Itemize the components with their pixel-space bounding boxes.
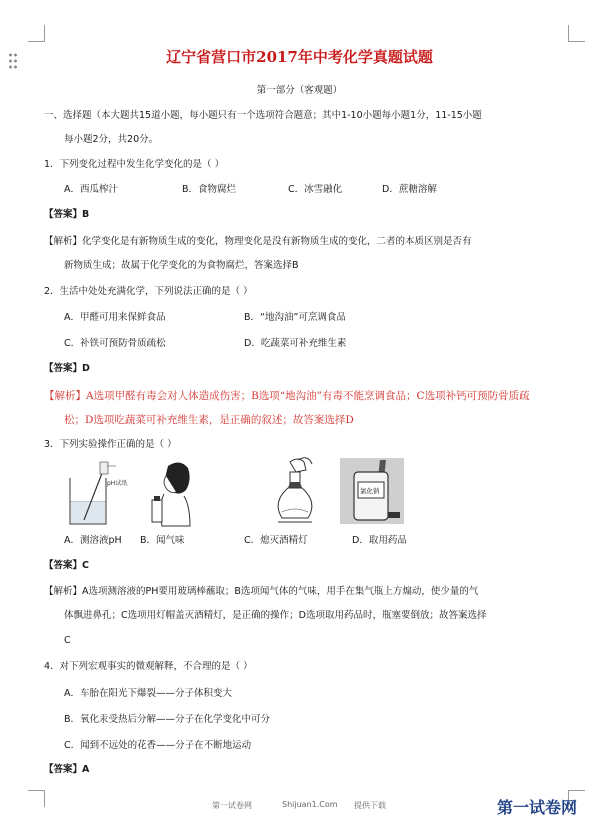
section1-intro-line1: 一、选择题（本大题共15道小题，每小题只有一个选项符合题意；其中1-10小题每小题1分，11-15小题 [44, 110, 482, 121]
q4-option-c: C．闻到不远处的花香——分子在不断地运动 [64, 740, 252, 751]
figure-d-take-reagent [340, 458, 404, 524]
q1-option-a: A．西瓜榨汁 [64, 184, 118, 195]
q2-option-d: D．吃蔬菜可补充维生素 [244, 338, 347, 349]
q4-option-b: B．氧化汞受热后分解——分子在化学变化中可分 [64, 714, 271, 725]
footer-url: Shijuan1.Com [282, 800, 338, 809]
q2-analysis-line1: 【解析】A选项甲醛有毒会对人体造成伤害；B选项“地沟油”有毒不能烹调食品；C选项补钙可预防骨质疏 [44, 390, 530, 402]
q2-option-b: B．“地沟油”可烹调食品 [244, 312, 346, 323]
q3-analysis-line3: C [64, 635, 71, 646]
q4-stem: 4．对下列宏观事实的微观解释，不合理的是（ ） [44, 661, 253, 672]
q4-option-a: A．车胎在阳光下爆裂——分子体积变大 [64, 688, 232, 699]
figure-d-label: 氯化钠 [360, 487, 380, 495]
q1-analysis-line1: 【解析】化学变化是有新物质生成的变化，物理变化是没有新物质生成的变化，二者的本质区别是否有 [44, 236, 472, 247]
q2-option-a: A．甲醛可用来保鲜食品 [64, 312, 166, 323]
figure-a-test-ph [60, 458, 130, 528]
q3-answer: 【答案】C [44, 560, 89, 571]
q4-answer: 【答案】A [44, 764, 90, 775]
q2-option-c: C．补铁可预防骨质疏松 [64, 338, 166, 349]
crop-mark-top-left [28, 25, 45, 42]
section1-intro-line2: 每小题2分，共20分。 [64, 134, 159, 145]
q2-analysis-line2: 松；D选项吃蔬菜可补充维生素，是正确的叙述；故答案选择D [64, 414, 354, 426]
q2-stem: 2．生活中处处充满化学，下列说法正确的是（ ） [44, 286, 253, 297]
q3-analysis-line2: 体飘进鼻孔；C选项用灯帽盖灭酒精灯，是正确的操作；D选项取用药品时，瓶塞要倒放；故答案选择 [64, 610, 487, 621]
section-subtitle: 第一部分（客观题） [256, 85, 343, 96]
figure-c-lamp [268, 456, 320, 530]
q3-option-b: B．闻气味 [140, 535, 185, 546]
q3-option-c: C．熄灭酒精灯 [244, 535, 308, 546]
q1-analysis-line2: 新物质生成；故属于化学变化的为食物腐烂，答案选择B [64, 260, 299, 271]
brand-logo-text: 第一试卷网 [497, 798, 578, 817]
footer-right: 提供下载 [354, 801, 386, 810]
document-title: 辽宁省营口市2017年中考化学真题试题 [166, 48, 433, 66]
q1-answer: 【答案】B [44, 209, 90, 220]
q1-option-d: D．蔗糖溶解 [382, 184, 437, 195]
figure-b-smell [150, 456, 198, 530]
figure-a-label: pH试纸 [107, 480, 128, 487]
q3-analysis-line1: 【解析】A选项测溶液的PH要用玻璃棒蘸取；B选项闻气体的气味，用手在集气瓶上方煽动，使少量的气 [44, 586, 479, 597]
q3-option-d: D．取用药品 [352, 535, 407, 546]
footer-left: 第一试卷网 [212, 801, 252, 810]
q3-option-a: A．测溶液pH [64, 535, 122, 546]
q1-option-b: B．食物腐烂 [182, 184, 237, 195]
q1-stem: 1．下列变化过程中发生化学变化的是（ ） [44, 159, 225, 170]
q1-option-c: C．冰雪融化 [288, 184, 343, 195]
q2-answer: 【答案】D [44, 363, 90, 374]
q3-stem: 3．下列实验操作正确的是（ ） [44, 439, 177, 450]
crop-mark-bottom-left [28, 790, 45, 807]
crop-mark-top-right [568, 25, 585, 42]
